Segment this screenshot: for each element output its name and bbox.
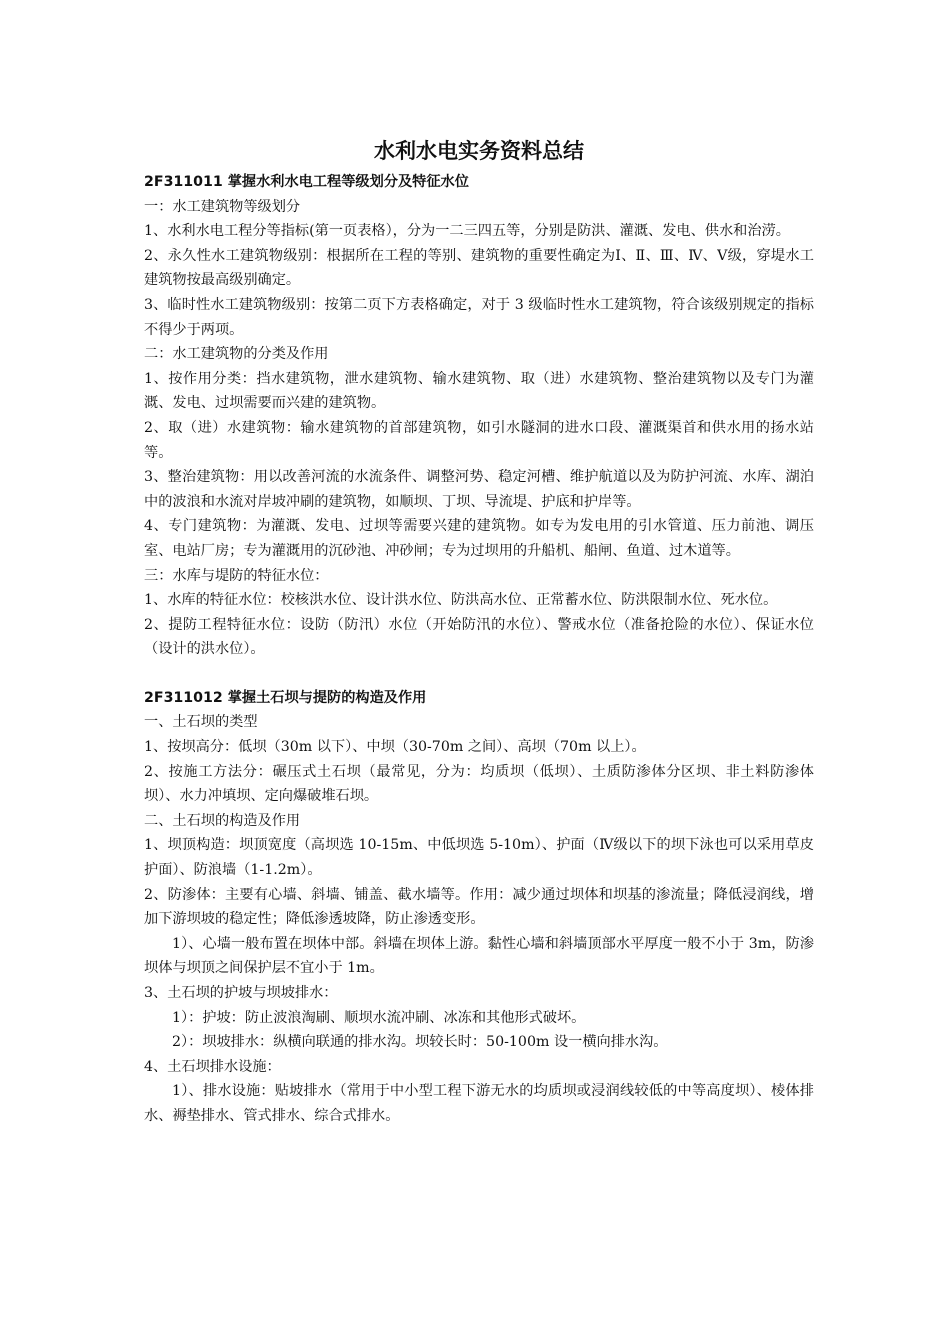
paragraph: 2、按施工方法分：碾压式土石坝（最常见，分为：均质坝（低坝）、土质防渗体分区坝、非土料防渗体坝）、水力冲填坝、定向爆破堆石坝。	[144, 763, 814, 805]
paragraph: 3、临时性水工建筑物级别：按第二页下方表格确定，对于 3 级临时性水工建筑物，符合该级别规定的指标不得少于两项。	[144, 296, 814, 338]
paragraph: 2、防渗体：主要有心墙、斜墙、铺盖、截水墙等。作用：减少通过坝体和坝基的渗流量；降低浸润线，增加下游坝坡的稳定性；降低渗透坡降，防止渗透变形。	[144, 886, 814, 928]
section-spacer	[144, 662, 814, 686]
paragraph: 4、土石坝排水设施：	[144, 1058, 281, 1075]
paragraph: 4、专门建筑物：为灌溉、发电、过坝等需要兴建的建筑物。如专为发电用的引水管道、压力前池、调压室、电站厂房；专为灌溉用的沉砂池、冲砂闸；专为过坝用的升船机、船闸、鱼道、过木道等。	[144, 518, 814, 559]
paragraph: 2、取（进）水建筑物：输水建筑物的首部建筑物，如引水隧洞的进水口段、灌溉渠首和供水用的扬水站等。	[144, 419, 814, 461]
subheading-dam-types: 一、土石坝的类型	[144, 714, 258, 731]
subheading-building-grades: 一：水工建筑物等级划分	[144, 198, 301, 215]
subheading-dam-structure: 二、土石坝的构造及作用	[144, 812, 301, 829]
section-heading-2f311012: 2F311012 掌握土石坝与提防的构造及作用	[144, 689, 427, 706]
paragraph: 3、土石坝的护坡与坝坡排水：	[144, 985, 338, 1001]
paragraph: 1、坝顶构造：坝顶宽度（高坝选 10-15m、中低坝选 5-10m）、护面（Ⅳ级以下的坝下泳也可以采用草皮护面）、防浪墙（1-1.2m）。	[144, 837, 814, 879]
document-title: 水利水电实务资料总结	[374, 139, 584, 163]
paragraph: 1、水库的特征水位：校核洪水位、设计洪水位、防洪高水位、正常蓄水位、防洪限制水位、死水位。	[144, 592, 778, 609]
paragraph: 2、提防工程特征水位：设防（防汛）水位（开始防汛的水位）、警戒水位（准备抢险的水位）、保证水位（设计的洪水位）。	[144, 616, 814, 658]
document-body	[144, 136, 814, 1129]
indented-paragraph: 1）、心墙一般布置在坝体中部。斜墙在坝体上游。黏性心墙和斜墙顶部水平厚度一般不小于 3m，防渗坝体与坝顶之间保护层不宜小于 1m。	[144, 935, 814, 977]
subheading-building-classification: 二：水工建筑物的分类及作用	[144, 346, 329, 363]
paragraph: 1、按作用分类：挡水建筑物，泄水建筑物、输水建筑物、取（进）水建筑物、整治建筑物以及专门为灌溉、发电、过坝需要而兴建的建筑物。	[144, 370, 814, 412]
paragraph: 3、整治建筑物：用以改善河流的水流条件、调整河势、稳定河槽、维护航道以及为防护河流、水库、湖泊中的波浪和水流对岸坡冲刷的建筑物，如顺坝、丁坝、导流堤、护底和护岸等。	[144, 469, 814, 510]
paragraph: 2、永久性水工建筑物级别：根据所在工程的等别、建筑物的重要性确定为Ⅰ、Ⅱ、Ⅲ、Ⅳ、Ⅴ级，穿堤水工建筑物按最高级别确定。	[144, 247, 814, 289]
paragraph: 1、按坝高分：低坝（30m 以下）、中坝（30-70m 之间）、高坝（70m 以上）。	[144, 739, 646, 756]
subheading-water-levels: 三：水库与堤防的特征水位：	[144, 567, 329, 584]
indented-paragraph: 1）：护坡：防止波浪淘刷、顺坝水流冲刷、冰冻和其他形式破坏。	[172, 1009, 586, 1026]
indented-paragraph: 2）：坝坡排水：纵横向联通的排水沟。坝较长时：50-100m 设一横向排水沟。	[172, 1034, 668, 1051]
paragraph: 1、水利水电工程分等指标(第一页表格），分为一二三四五等，分别是防洪、灌溉、发电、供水和治涝。	[144, 223, 790, 240]
indented-paragraph: 1）、排水设施：贴坡排水（常用于中小型工程下游无水的均质坝或浸润线较低的中等高度坝）、棱体排水、褥垫排水、管式排水、综合式排水。	[144, 1083, 814, 1124]
section-heading-2f311011: 2F311011 掌握水利水电工程等级划分及特征水位	[144, 174, 469, 190]
